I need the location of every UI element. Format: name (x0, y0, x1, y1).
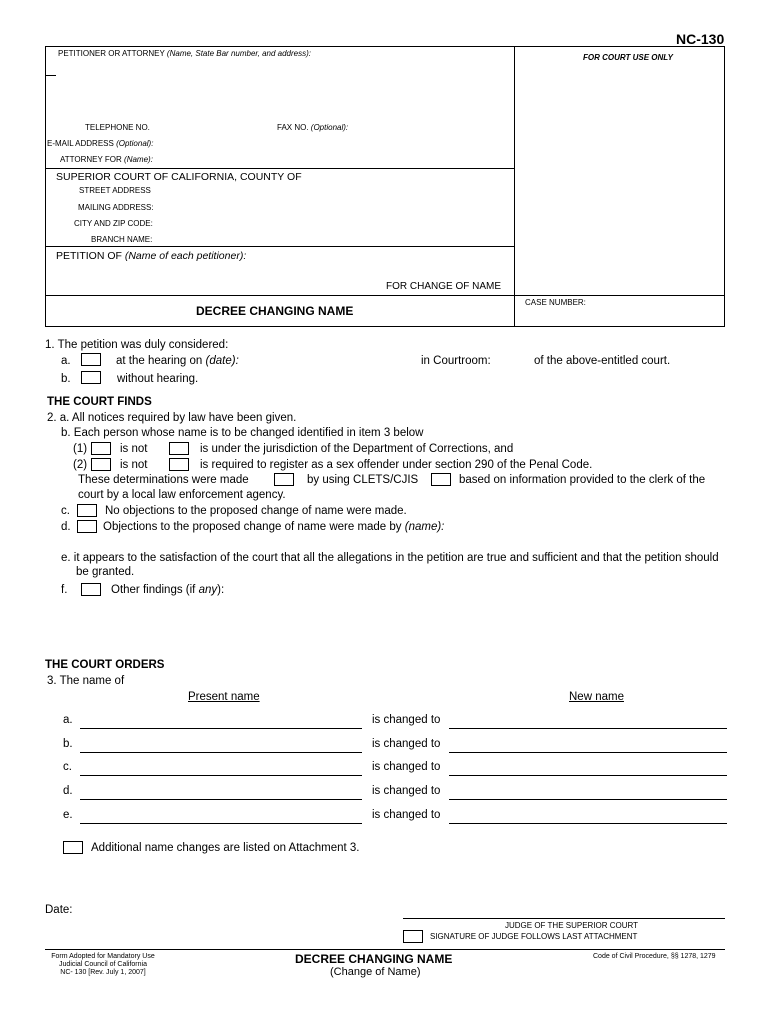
city-zip-label: CITY AND ZIP CODE: (74, 219, 153, 228)
adopted-line1: Form Adopted for Mandatory Use (51, 953, 155, 960)
fax-label: FAX NO. (Optional): (277, 123, 349, 132)
finding-b1-isnot-checkbox[interactable] (91, 442, 111, 455)
finding-b: b. Each person whose name is to be changed identified in item 3 below (61, 427, 424, 439)
court-use-divider (514, 46, 515, 327)
row-text: is changed to (372, 738, 441, 750)
new-name-field[interactable] (449, 728, 727, 729)
finding-b1-text: is under the jurisdiction of the Department of Corrections, and (200, 443, 514, 455)
code-citation: Code of Civil Procedure, §§ 1278, 1279 (593, 953, 716, 960)
row-text: is changed to (372, 785, 441, 797)
item1-a-text: at the hearing on (date): (116, 355, 239, 367)
present-name-field[interactable] (80, 728, 362, 729)
new-name-field[interactable] (449, 799, 727, 800)
signature-follows-checkbox[interactable] (403, 930, 423, 943)
judge-label: JUDGE OF THE SUPERIOR COURT (505, 921, 639, 930)
finding-f-checkbox[interactable] (81, 583, 101, 596)
divider-petition (45, 246, 514, 247)
clets-checkbox[interactable] (274, 473, 294, 486)
new-name-field[interactable] (449, 775, 727, 776)
determinations-text: These determinations were made (78, 474, 249, 486)
finding-b1-num: (1) (73, 443, 88, 455)
finding-f-letter: f. (61, 584, 68, 596)
court-use-label: FOR COURT USE ONLY (583, 53, 673, 62)
street-address-label: STREET ADDRESS (79, 186, 151, 195)
row-letter: a. (63, 714, 73, 726)
item1-b-checkbox[interactable] (81, 371, 101, 384)
courtroom-label: in Courtroom: (421, 355, 491, 367)
present-name-field[interactable] (80, 752, 362, 753)
row-letter: d. (63, 785, 73, 797)
for-change-label: FOR CHANGE OF NAME (386, 281, 502, 292)
finding-e-line2: be granted. (76, 566, 135, 578)
finding-c-text: No objections to the proposed change of name were made. (105, 505, 407, 517)
present-name-header: Present name (188, 691, 260, 703)
caption-tick (46, 75, 56, 76)
finding-a: 2. a. All notices required by law have been given. (47, 412, 297, 424)
clerk-text: based on information provided to the clerk of the (459, 474, 706, 486)
court-title: SUPERIOR COURT OF CALIFORNIA, COUNTY OF (56, 171, 302, 183)
finding-b2-isnot: is not (120, 459, 148, 471)
item1-a-checkbox[interactable] (81, 353, 101, 366)
mailing-address-label: MAILING ADDRESS: (78, 203, 154, 212)
new-name-header: New name (569, 691, 624, 703)
finding-b2-num: (2) (73, 459, 88, 471)
finding-f-text: Other findings (if any): (111, 584, 225, 596)
finding-e-line1: e. it appears to the satisfaction of the court that all the allegations in the petition are true and sufficient and that the petition should (61, 552, 719, 564)
finding-c-checkbox[interactable] (77, 504, 97, 517)
footer-rule (45, 949, 725, 950)
finding-b2-isnot-checkbox[interactable] (91, 458, 111, 471)
finding-c-letter: c. (61, 505, 70, 517)
footer-subtitle: (Change of Name) (330, 966, 421, 978)
attorney-for-label: ATTORNEY FOR (Name): (60, 155, 153, 164)
divider-decree (45, 295, 725, 296)
adopted-block (47, 953, 159, 977)
row-text: is changed to (372, 714, 441, 726)
finding-d-text: Objections to the proposed change of name were made by (name): (103, 521, 445, 533)
finding-b2-text: is required to register as a sex offender under section 290 of the Penal Code. (200, 459, 593, 471)
clets-text: by using CLETS/CJIS (307, 474, 419, 486)
judge-signature-line[interactable] (403, 918, 725, 919)
form-number: NC-130 (676, 31, 725, 47)
present-name-field[interactable] (80, 799, 362, 800)
finding-d-letter: d. (61, 521, 71, 533)
row-letter: c. (63, 761, 72, 773)
finding-b1-is-checkbox[interactable] (169, 442, 189, 455)
attachment-text: Additional name changes are listed on Attachment 3. (91, 842, 360, 854)
item1-a-letter: a. (61, 355, 71, 367)
date-label: Date: (45, 904, 73, 916)
clerk-checkbox[interactable] (431, 473, 451, 486)
above-court-label: of the above-entitled court. (534, 355, 671, 367)
row-text: is changed to (372, 761, 441, 773)
agency-text: court by a local law enforcement agency. (78, 489, 286, 501)
row-letter: e. (63, 809, 73, 821)
adopted-line3: NC- 130 [Rev. July 1, 2007] (60, 969, 146, 976)
row-text: is changed to (372, 809, 441, 821)
orders-intro: 3. The name of (47, 675, 125, 687)
email-label: E-MAIL ADDRESS (Optional): (47, 139, 154, 148)
item1-b-text: without hearing. (117, 373, 199, 385)
orders-heading: THE COURT ORDERS (45, 659, 165, 671)
findings-heading: THE COURT FINDS (47, 396, 152, 408)
telephone-label: TELEPHONE NO. (85, 123, 150, 132)
finding-d-checkbox[interactable] (77, 520, 97, 533)
attachment-checkbox[interactable] (63, 841, 83, 854)
new-name-field[interactable] (449, 823, 727, 824)
petitioner-label: PETITIONER OR ATTORNEY (Name, State Bar number, and address): (58, 49, 311, 58)
present-name-field[interactable] (80, 775, 362, 776)
signature-follows-label: SIGNATURE OF JUDGE FOLLOWS LAST ATTACHMENT (430, 932, 638, 941)
row-letter: b. (63, 738, 73, 750)
finding-b1-isnot: is not (120, 443, 148, 455)
finding-b2-is-checkbox[interactable] (169, 458, 189, 471)
present-name-field[interactable] (80, 823, 362, 824)
petition-of-label: PETITION OF (Name of each petitioner): (56, 250, 247, 262)
item1-intro: 1. The petition was duly considered: (45, 339, 229, 351)
divider-court (45, 168, 514, 169)
item1-b-letter: b. (61, 373, 71, 385)
adopted-line2: Judicial Council of California (59, 961, 147, 968)
decree-title: DECREE CHANGING NAME (196, 304, 354, 318)
branch-name-label: BRANCH NAME: (91, 235, 153, 244)
footer-title: DECREE CHANGING NAME (295, 952, 453, 966)
case-number-label: CASE NUMBER: (525, 298, 586, 307)
new-name-field[interactable] (449, 752, 727, 753)
